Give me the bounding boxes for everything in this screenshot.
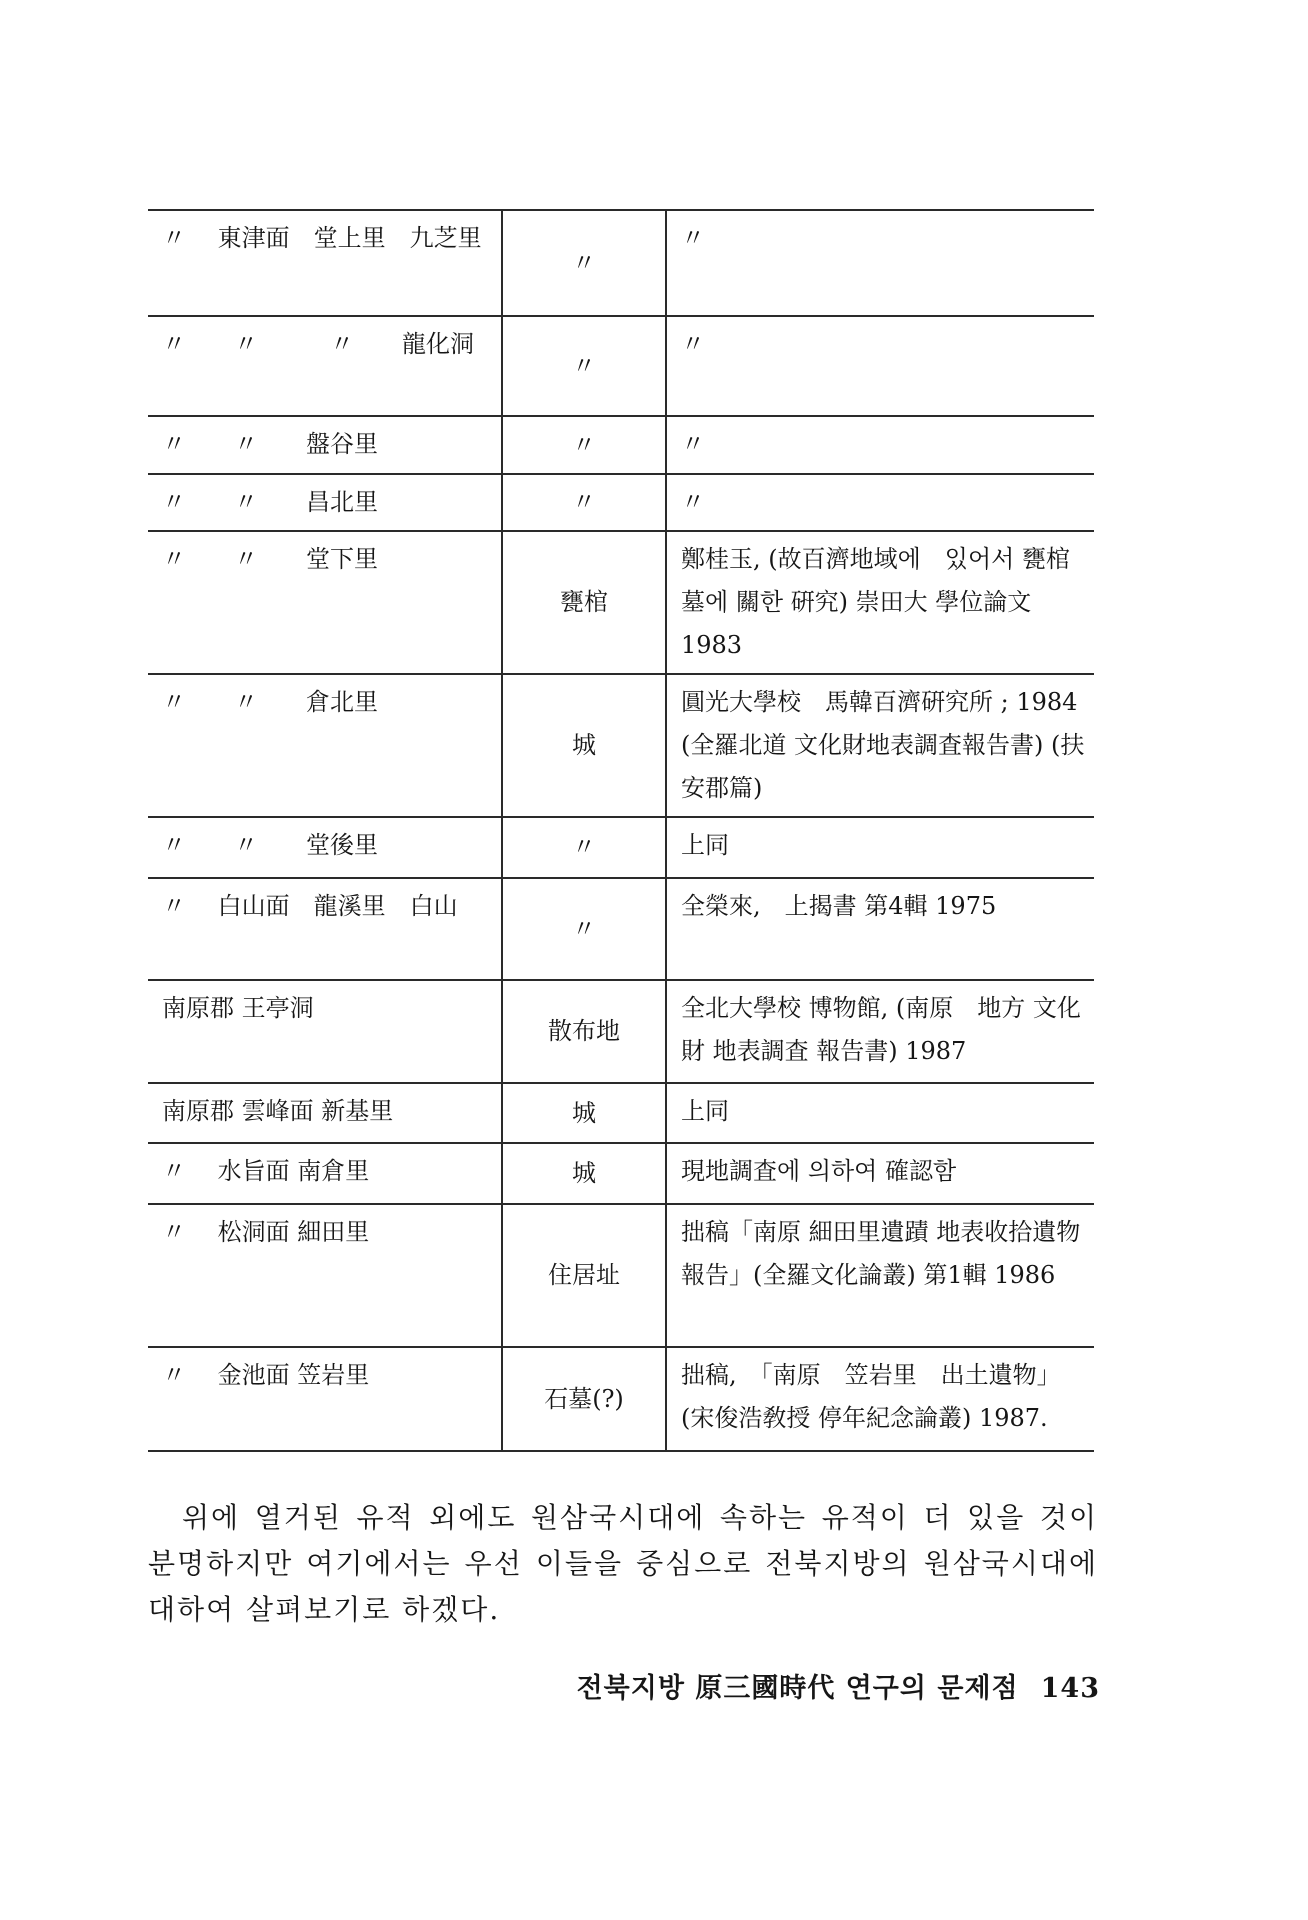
type-cell: 〃 (502, 817, 666, 878)
source-cell: 〃 (666, 210, 1094, 316)
table-row (148, 316, 1094, 416)
page-footer (560, 1666, 1100, 1705)
type-cell: 〃 (502, 316, 666, 416)
type-cell: 住居址 (502, 1204, 666, 1347)
location-cell: 〃 〃 盤谷里 (148, 416, 502, 474)
table-row (148, 1347, 1094, 1451)
page-number: 143 (1040, 1673, 1100, 1704)
type-cell: 城 (502, 674, 666, 817)
type-cell: 〃 (502, 416, 666, 474)
type-cell: 〃 (502, 878, 666, 980)
paragraph-text: 위에 열거된 유적 외에도 원삼국시대에 속하는 유적이 더 있을 것이 분명하지만 여기에서는 우선 이들을 중심으로 전북지방의 원삼국시대에 대하여 살펴보기로 하겠다. (148, 1501, 1098, 1626)
location-cell: 南原郡 王亭洞 (148, 980, 502, 1083)
type-cell: 城 (502, 1083, 666, 1143)
type-cell: 〃 (502, 210, 666, 316)
table-row (148, 817, 1094, 878)
location-cell: 南原郡 雲峰面 新基里 (148, 1083, 502, 1143)
location-cell: 〃 金池面 笠岩里 (148, 1347, 502, 1451)
type-cell: 〃 (502, 474, 666, 531)
source-cell: 〃 (666, 316, 1094, 416)
source-cell: 上同 (666, 817, 1094, 878)
sites-table (148, 209, 1094, 1452)
body-paragraph (148, 1495, 1098, 1633)
table-row (148, 1204, 1094, 1347)
location-cell: 〃 〃 倉北里 (148, 674, 502, 817)
source-cell: 〃 (666, 474, 1094, 531)
type-cell: 散布地 (502, 980, 666, 1083)
location-cell: 〃 〃 昌北里 (148, 474, 502, 531)
table-row (148, 416, 1094, 474)
source-cell: 〃 (666, 416, 1094, 474)
location-cell: 〃 水旨面 南倉里 (148, 1143, 502, 1204)
source-cell: 現地調査에 의하여 確認함 (666, 1143, 1094, 1204)
location-cell: 〃 〃 〃 龍化洞 (148, 316, 502, 416)
source-cell: 圓光大學校 馬韓百濟硏究所 ; 1984 (全羅北道 文化財地表調査報告書) (扶安郡篇) (666, 674, 1094, 817)
table-row (148, 474, 1094, 531)
type-cell: 石墓(?) (502, 1347, 666, 1451)
table-row (148, 1143, 1094, 1204)
running-title: 전북지방 原三國時代 연구의 문제점 (576, 1673, 1019, 1704)
table-row (148, 531, 1094, 674)
location-cell: 〃 〃 堂後里 (148, 817, 502, 878)
table-row (148, 210, 1094, 316)
table-row (148, 1083, 1094, 1143)
location-cell: 〃 東津面 堂上里 九芝里 (148, 210, 502, 316)
location-cell: 〃 〃 堂下里 (148, 531, 502, 674)
source-cell: 全榮來, 上揭書 第4輯 1975 (666, 878, 1094, 980)
source-cell: 上同 (666, 1083, 1094, 1143)
type-cell: 城 (502, 1143, 666, 1204)
location-cell: 〃 松洞面 細田里 (148, 1204, 502, 1347)
table-row (148, 674, 1094, 817)
source-cell: 拙稿「南原 細田里遺蹟 地表收拾遺物報告」(全羅文化論叢) 第1輯 1986 (666, 1204, 1094, 1347)
type-cell: 甕棺 (502, 531, 666, 674)
location-cell: 〃 白山面 龍溪里 白山 (148, 878, 502, 980)
table-row (148, 980, 1094, 1083)
source-cell: 鄭桂玉, (故百濟地域에 있어서 甕棺墓에 關한 硏究) 崇田大 學位論文 1983 (666, 531, 1094, 674)
source-cell: 拙稿, 「南原 笠岩里 出土遺物」(宋俊浩敎授 停年紀念論叢) 1987. (666, 1347, 1094, 1451)
source-cell: 全北大學校 博物館, (南原 地方 文化財 地表調査 報告書) 1987 (666, 980, 1094, 1083)
table-row (148, 878, 1094, 980)
